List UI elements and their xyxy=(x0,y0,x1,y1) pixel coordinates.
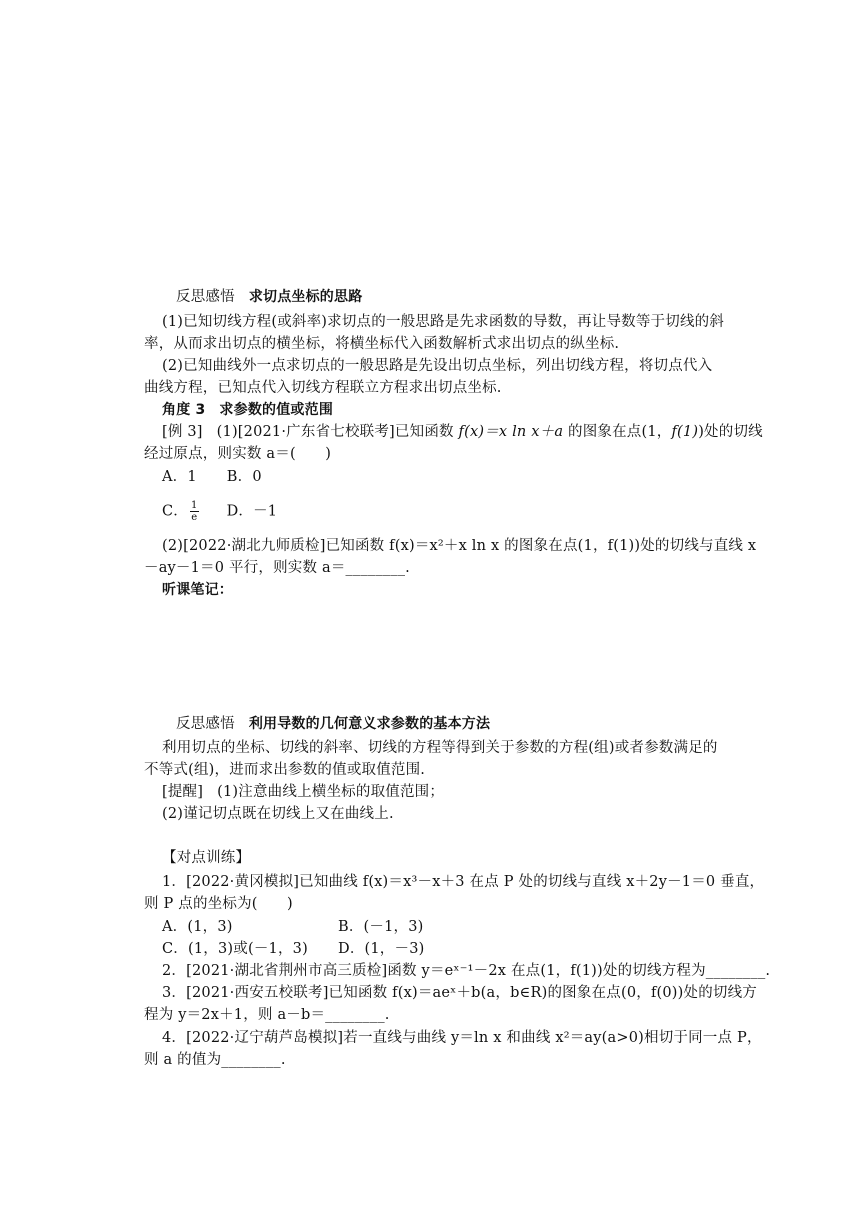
fraction-one-over-e: $\frac{1}{e}$ xyxy=(191,500,198,523)
example3-q1-end: )处的切线 xyxy=(698,424,763,440)
angle3-heading xyxy=(162,400,333,420)
practice-q1-option-b: B．(－1，3) xyxy=(338,919,424,935)
reflect2-tip1 xyxy=(162,782,444,802)
practice-q1-option-a: A．(1，3) xyxy=(162,919,233,935)
reflect2-tip2: (2)谨记切点既在切线上又在曲线上. xyxy=(162,806,394,822)
example3-q1-line2: 经过原点，则实数 a＝( ) xyxy=(144,446,332,462)
example3-tag: [例 3] xyxy=(162,424,203,440)
tip-tag: [提醒] xyxy=(162,784,204,800)
reflect1-p2b: 曲线方程，已知点代入切线方程联立方程求出切点坐标. xyxy=(144,380,502,396)
practice-title: 【对点训练】 xyxy=(162,850,251,866)
angle3-label: 角度 3 xyxy=(162,402,206,418)
practice-q1-options-ab xyxy=(162,917,424,937)
option-d: D．－1 xyxy=(226,503,278,520)
example3-q1-line1 xyxy=(162,422,763,442)
practice-q2: 2．[2021·湖北省荆州市高三质检]函数 y＝eˣ⁻¹－2x 在点(1，f(1))处的切线方程为________. xyxy=(162,963,771,979)
practice-q4-line2: 则 a 的值为________. xyxy=(144,1052,286,1068)
option-a: A．1 xyxy=(162,469,197,485)
practice-q3-line1: 3．[2021·西安五校联考]已知函数 f(x)＝aeˣ＋b(a，b∈R)的图象在点(0，f(0))处的切线方 xyxy=(162,985,758,1001)
example3-q1-func: f(x)＝x ln x＋a xyxy=(458,424,564,440)
reflect2-label: 反思感悟 xyxy=(176,716,235,732)
angle3-title: 求参数的值或范围 xyxy=(219,402,334,418)
reflect1-label: 反思感悟 xyxy=(176,289,235,305)
example3-q2-line1: (2)[2022·湖北九师质检]已知函数 f(x)＝x²＋x ln x 的图象在点(1，f(1))处的切线与直线 x xyxy=(162,538,757,554)
example3-q1-prefix: (1)[2021·广东省七校联考]已知函数 xyxy=(216,424,459,440)
reflect1-title: 求切点坐标的思路 xyxy=(248,289,363,305)
practice-q4-line1: 4．[2022·辽宁葫芦岛模拟]若一直线与曲线 y＝ln x 和曲线 x²＝ay(a>0)相切于同一点 P， xyxy=(162,1030,762,1046)
practice-q1-option-d: D．(1，－3) xyxy=(338,941,425,957)
reflect1-p2a: (2)已知曲线外一点求切点的一般思路是先设出切点坐标，列出切线方程，将切点代入 xyxy=(162,358,713,374)
option-b: B．0 xyxy=(226,469,262,485)
reflect1-p1a: (1)已知切线方程(或斜率)求切点的一般思路是先求函数的导数，再让导数等于切线的斜 xyxy=(162,314,725,330)
example3-q2-line2: －ay－1＝0 平行，则实数 a＝________. xyxy=(144,560,410,576)
practice-q1-options-cd xyxy=(162,939,425,959)
example3-q1-mid: 的图象在点(1， xyxy=(563,424,672,440)
example3-options-ab xyxy=(162,467,262,487)
practice-q1-line2: 则 P 点的坐标为( ) xyxy=(144,896,293,912)
practice-q1-option-c: C．(1，3)或(－1，3) xyxy=(162,941,308,957)
reflect1-p1b: 率，从而求出切点的横坐标，将横坐标代入函数解析式求出切点的纵坐标. xyxy=(144,336,620,352)
tip1-text: (1)注意曲线上横坐标的取值范围； xyxy=(217,784,445,800)
reflect2-title: 利用导数的几何意义求参数的基本方法 xyxy=(248,716,491,732)
reflect2-heading xyxy=(176,714,490,734)
example3-q1-f1: f(1) xyxy=(671,424,699,440)
practice-q3-line2: 程为 y＝2x＋1，则 a－b＝________. xyxy=(144,1007,390,1023)
reflect1-heading xyxy=(176,287,362,307)
reflect2-p1b: 不等式(组)，进而求出参数的值或取值范围. xyxy=(144,762,426,778)
practice-q1-line1: 1．[2022·黄冈模拟]已知曲线 f(x)＝x³－x＋3 在点 P 处的切线与直线 x＋2y－1＝0 垂直， xyxy=(162,874,765,890)
reflect2-p1a: 利用切点的坐标、切线的斜率、切线的方程等得到关于参数的方程(组)或者参数满足的 xyxy=(162,740,718,756)
example3-options-cd xyxy=(162,500,277,523)
class-notes-label: 听课笔记： xyxy=(162,582,233,598)
option-c: C． xyxy=(162,503,188,520)
